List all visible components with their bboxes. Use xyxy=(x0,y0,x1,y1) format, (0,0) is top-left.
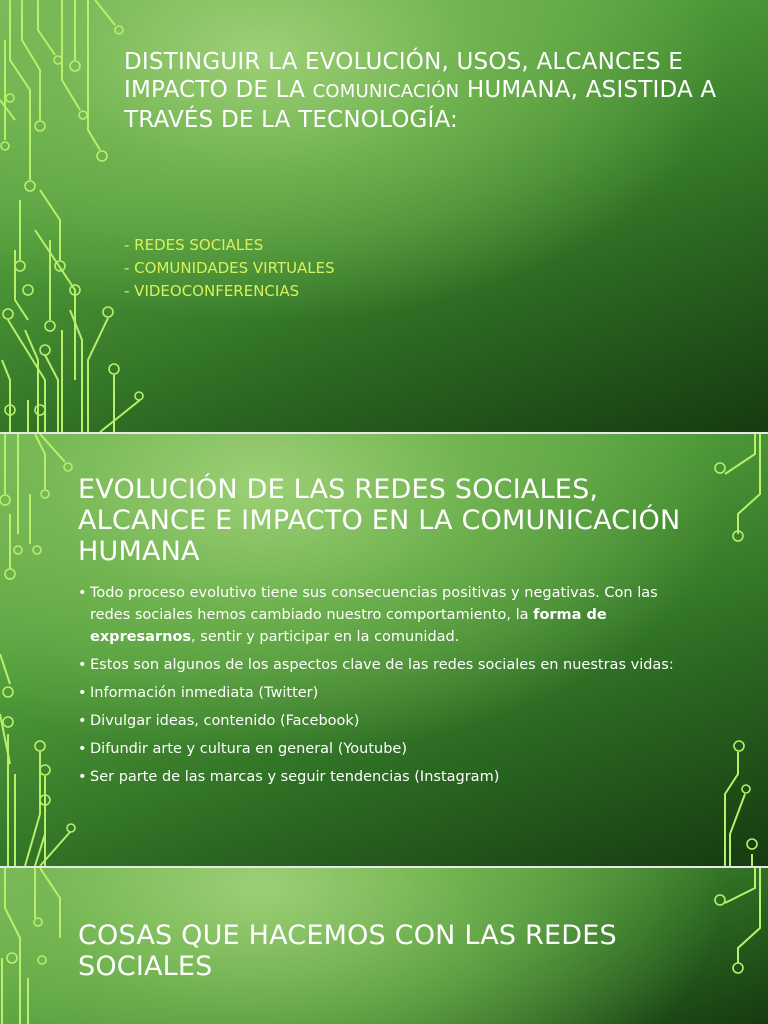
title-part-1: DISTINGUIR LA EVOLUCIÓN, USOS, ALCANCES E IMPACTO DE LA xyxy=(124,49,684,103)
circuit-decoration-icon xyxy=(0,868,80,1024)
bullet-marker: • xyxy=(78,741,87,757)
bullet-text: Ser parte de las marcas y seguir tendencias (Instagram) xyxy=(90,769,500,785)
list-item xyxy=(78,582,688,648)
bullet-text: Estos son algunos de los aspectos clave de las redes sociales en nuestras vidas: xyxy=(90,657,674,673)
slide-1 xyxy=(0,0,768,432)
list-item xyxy=(78,710,688,732)
bullet-marker: • xyxy=(78,657,87,673)
bullet-text-bold: forma de expresarnos xyxy=(90,607,607,645)
circuit-decoration-icon xyxy=(0,434,90,866)
topic-list xyxy=(124,234,335,303)
list-item xyxy=(78,654,688,676)
bullet-marker: • xyxy=(78,713,87,729)
bullet-text-part: Todo proceso evolutivo tiene sus consecuencias positivas y negativas. Con las redes sociales hemos cambiado nuestro comportamiento, la xyxy=(90,585,658,623)
bullet-text: Información inmediata (Twitter) xyxy=(90,685,319,701)
list-item xyxy=(78,766,688,788)
title-part-2: HUMANA, ASISTIDA A TRAVÉS DE LA TECNOLOGÍA: xyxy=(124,77,717,133)
bullet-text-part: , sentir y participar en la comunidad. xyxy=(191,629,460,645)
title-part-small: COMUNICACIÓN xyxy=(312,81,460,102)
topic-item: - REDES SOCIALES xyxy=(124,236,264,254)
slide-2 xyxy=(0,434,768,866)
bullet-marker: • xyxy=(78,685,87,701)
bullet-text: Divulgar ideas, contenido (Facebook) xyxy=(90,713,360,729)
topic-item: - VIDEOCONFERENCIAS xyxy=(124,282,300,300)
list-item xyxy=(78,738,688,760)
slide-3 xyxy=(0,868,768,1024)
bullet-text: Difundir arte y cultura en general (Youtube) xyxy=(90,741,408,757)
slide-title: COSAS QUE HACEMOS CON LAS REDES SOCIALES xyxy=(78,920,617,982)
topic-item: - COMUNIDADES VIRTUALES xyxy=(124,259,335,277)
bullet-text xyxy=(90,582,688,648)
bullet-marker: • xyxy=(78,769,87,785)
bullet-list xyxy=(78,582,688,794)
list-item xyxy=(78,682,688,704)
bullet-marker: • xyxy=(78,585,87,601)
slide-title: EVOLUCIÓN DE LAS REDES SOCIALES, ALCANCE E IMPACTO EN LA COMUNICACIÓN HUMANA xyxy=(78,474,681,567)
slide-title xyxy=(124,48,744,134)
